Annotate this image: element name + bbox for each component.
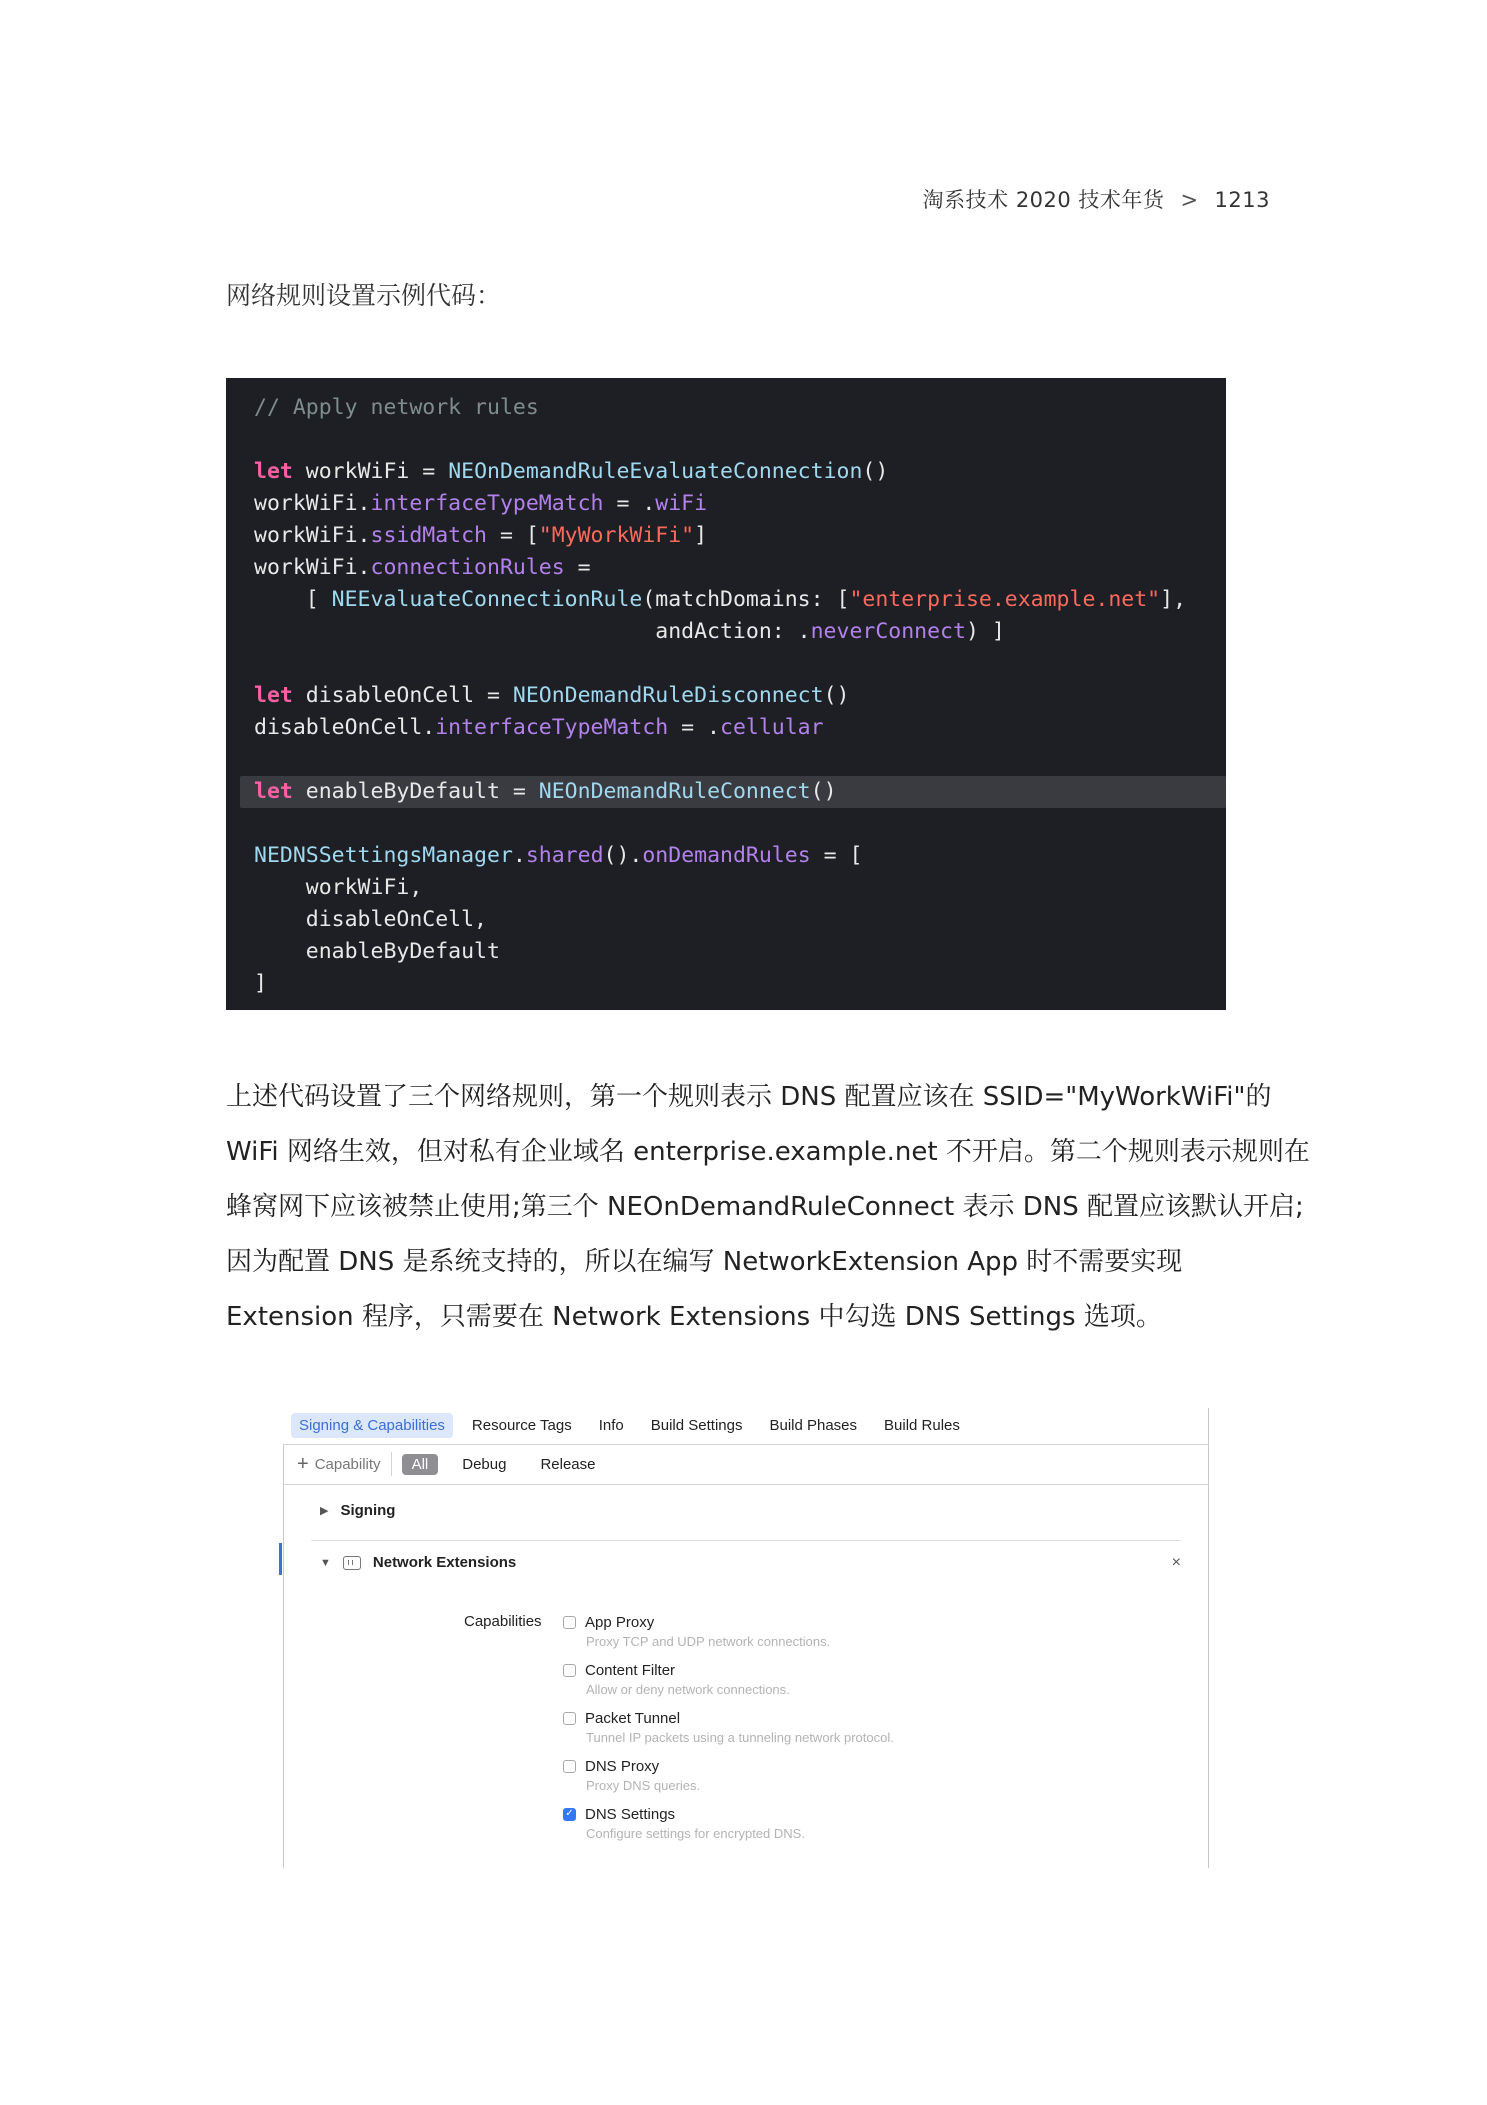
code-token: workWiFi =: [292, 459, 449, 484]
section-divider: [311, 1540, 1181, 1541]
editor-tab-bar: [291, 1412, 979, 1438]
capability-toolbar: [297, 1450, 619, 1478]
code-token: "enterprise.example.net": [849, 587, 1161, 612]
capability-option-row: [563, 1709, 894, 1727]
editor-tab[interactable]: Info: [598, 1416, 624, 1434]
checkbox[interactable]: [563, 1760, 576, 1773]
body-paragraph: [226, 1070, 1310, 1345]
code-line: [226, 840, 1226, 872]
code-token: enableByDefault: [254, 939, 500, 964]
paragraph-line: 上述代码设置了三个网络规则，第一个规则表示 DNS 配置应该在 SSID="MyWorkWiFi"的: [226, 1082, 1272, 1112]
capabilities-label: Capabilities: [464, 1613, 542, 1630]
code-block: [226, 378, 1226, 1010]
code-token: (): [810, 779, 837, 804]
header-separator: >: [1180, 188, 1199, 212]
capability-option: [563, 1613, 894, 1661]
code-token: ().: [603, 843, 643, 868]
capability-option-row: [563, 1613, 894, 1631]
capability-option-description: Proxy DNS queries.: [586, 1778, 701, 1793]
code-token: .: [512, 843, 526, 868]
capability-option-row: [563, 1661, 894, 1679]
capability-option-label: DNS Settings: [585, 1805, 676, 1823]
editor-tab[interactable]: Build Rules: [884, 1416, 960, 1434]
code-line: [226, 712, 1226, 744]
paragraph-line: Extension 程序，只需要在 Network Extensions 中勾选 DNS Settings 选项。: [226, 1302, 1162, 1332]
page-header: [923, 184, 1270, 214]
paragraph-line: WiFi 网络生效，但对私有企业域名 enterprise.example.net 不开启。第二个规则表示规则在: [226, 1137, 1310, 1167]
close-icon[interactable]: ×: [1171, 1554, 1181, 1571]
code-token: NEEvaluateConnectionRule: [331, 587, 643, 612]
code-token: cellular: [720, 715, 824, 740]
code-token: = [: [810, 843, 863, 868]
code-line: [226, 488, 1226, 520]
code-line: [226, 744, 1226, 776]
capability-option-label: Content Filter: [585, 1661, 676, 1679]
code-line: [226, 680, 1226, 712]
code-token: ]: [694, 523, 708, 548]
config-segments: [402, 1454, 620, 1475]
paragraph-line: 因为配置 DNS 是系统支持的，所以在编写 NetworkExtension App 时不需要实现: [226, 1247, 1183, 1277]
code-token: (): [862, 459, 889, 484]
code-caption: 网络规则设置示例代码：: [226, 281, 502, 310]
editor-tab[interactable]: Build Settings: [650, 1416, 743, 1434]
network-extensions-section-header[interactable]: [320, 1554, 516, 1571]
code-token: shared: [525, 843, 604, 868]
code-line: [226, 968, 1226, 1000]
capability-option: [563, 1661, 894, 1709]
code-token: ) ]: [965, 619, 1005, 644]
code-token: [: [254, 587, 332, 612]
left-border: [283, 1444, 284, 1868]
toolbar-divider: [283, 1484, 1209, 1485]
code-line: [226, 648, 1226, 680]
code-token: let: [254, 779, 293, 804]
disclosure-down-icon: ▼: [320, 1556, 331, 1569]
code-token: = .: [668, 715, 720, 740]
code-token: let: [254, 683, 293, 708]
code-line: [226, 616, 1226, 648]
code-token: disableOnCell =: [292, 683, 513, 708]
network-extensions-title: Network Extensions: [372, 1554, 517, 1571]
capability-option-description: Configure settings for encrypted DNS.: [586, 1826, 805, 1841]
add-capability-label: Capability: [314, 1455, 381, 1473]
code-token: onDemandRules: [642, 843, 811, 868]
code-line: [226, 904, 1226, 936]
code-line: [226, 584, 1226, 616]
code-token: workWiFi.: [254, 523, 371, 548]
network-extension-icon: [343, 1556, 361, 1570]
code-line: [226, 872, 1226, 904]
code-token: workWiFi,: [254, 875, 423, 900]
code-token: (matchDomains: [: [642, 587, 850, 612]
capability-option-label: App Proxy: [585, 1613, 655, 1631]
code-token: disableOnCell,: [254, 907, 487, 932]
code-token: let: [254, 459, 293, 484]
code-line: [226, 552, 1226, 584]
capability-option: [563, 1805, 894, 1853]
signing-label: Signing: [340, 1502, 396, 1519]
checkmark-icon: ✓: [565, 1808, 574, 1819]
code-token: =: [564, 555, 591, 580]
code-token: interfaceTypeMatch: [370, 491, 604, 516]
capability-option-description: Proxy TCP and UDP network connections.: [586, 1634, 831, 1649]
code-token: NEOnDemandRuleDisconnect: [512, 683, 824, 708]
capability-option-label: DNS Proxy: [585, 1757, 660, 1775]
code-line: [226, 392, 1226, 424]
code-token: wiFi: [655, 491, 708, 516]
code-token: workWiFi.: [254, 555, 371, 580]
code-token: ssidMatch: [370, 523, 487, 548]
checkbox[interactable]: [563, 1712, 576, 1725]
capability-options: [563, 1613, 894, 1853]
code-token: NEDNSSettingsManager: [254, 843, 513, 868]
capability-option: [563, 1709, 894, 1757]
plus-icon: +: [297, 1452, 309, 1475]
checkbox[interactable]: [563, 1664, 576, 1677]
capability-option: [563, 1757, 894, 1805]
xcode-capabilities-screenshot: [283, 1408, 1209, 1868]
config-segment[interactable]: Debug: [462, 1455, 507, 1473]
code-line: [226, 936, 1226, 968]
capability-option-description: Allow or deny network connections.: [586, 1682, 790, 1697]
paragraph-line: 蜂窝网下应该被禁止使用;第三个 NEOnDemandRuleConnect 表示 DNS 配置应该默认开启;: [226, 1192, 1304, 1222]
editor-tab[interactable]: Signing & Capabilities: [291, 1413, 453, 1438]
code-line: [226, 520, 1226, 552]
disclosure-right-icon: ▶: [320, 1505, 329, 1517]
signing-section-header[interactable]: [320, 1502, 395, 1519]
code-token: // Apply network rules: [254, 395, 539, 420]
code-token: ]: [254, 971, 267, 996]
code-line: [226, 424, 1226, 456]
editor-tab[interactable]: Build Phases: [769, 1416, 858, 1434]
code-token: "MyWorkWiFi": [538, 523, 695, 548]
selection-accent: [279, 1543, 282, 1575]
capability-option-row: [563, 1805, 894, 1823]
config-segment[interactable]: Release: [540, 1455, 596, 1473]
code-token: neverConnect: [810, 619, 966, 644]
checkbox[interactable]: [563, 1616, 576, 1629]
code-token: workWiFi.: [254, 491, 371, 516]
code-token: interfaceTypeMatch: [435, 715, 669, 740]
code-token: disableOnCell.: [254, 715, 436, 740]
code-token: ],: [1160, 587, 1187, 612]
tab-divider: [283, 1444, 1209, 1445]
checkbox-checked[interactable]: [563, 1808, 576, 1821]
capability-option-row: [563, 1757, 894, 1775]
code-line-highlighted: [240, 776, 1226, 808]
right-border: [1208, 1408, 1209, 1868]
capability-option-label: Packet Tunnel: [585, 1709, 681, 1727]
book-title: 淘系技术 2020 技术年货: [922, 188, 1165, 212]
editor-tab[interactable]: Resource Tags: [471, 1416, 572, 1434]
toolbar-separator: [391, 1452, 392, 1476]
code-token: = [: [487, 523, 539, 548]
code-token: (): [823, 683, 850, 708]
add-capability-button[interactable]: [297, 1453, 381, 1476]
config-segment[interactable]: All: [402, 1454, 439, 1475]
code-token: enableByDefault =: [292, 779, 539, 804]
capability-option-description: Tunnel IP packets using a tunneling network protocol.: [586, 1730, 894, 1745]
code-token: andAction: .: [254, 619, 811, 644]
code-token: NEOnDemandRuleConnect: [538, 779, 811, 804]
code-token: = .: [603, 491, 656, 516]
page-number: 1213: [1214, 188, 1270, 212]
code-token: NEOnDemandRuleEvaluateConnection: [448, 459, 863, 484]
code-line: [226, 456, 1226, 488]
code-line: [226, 808, 1226, 840]
code-token: connectionRules: [370, 555, 565, 580]
